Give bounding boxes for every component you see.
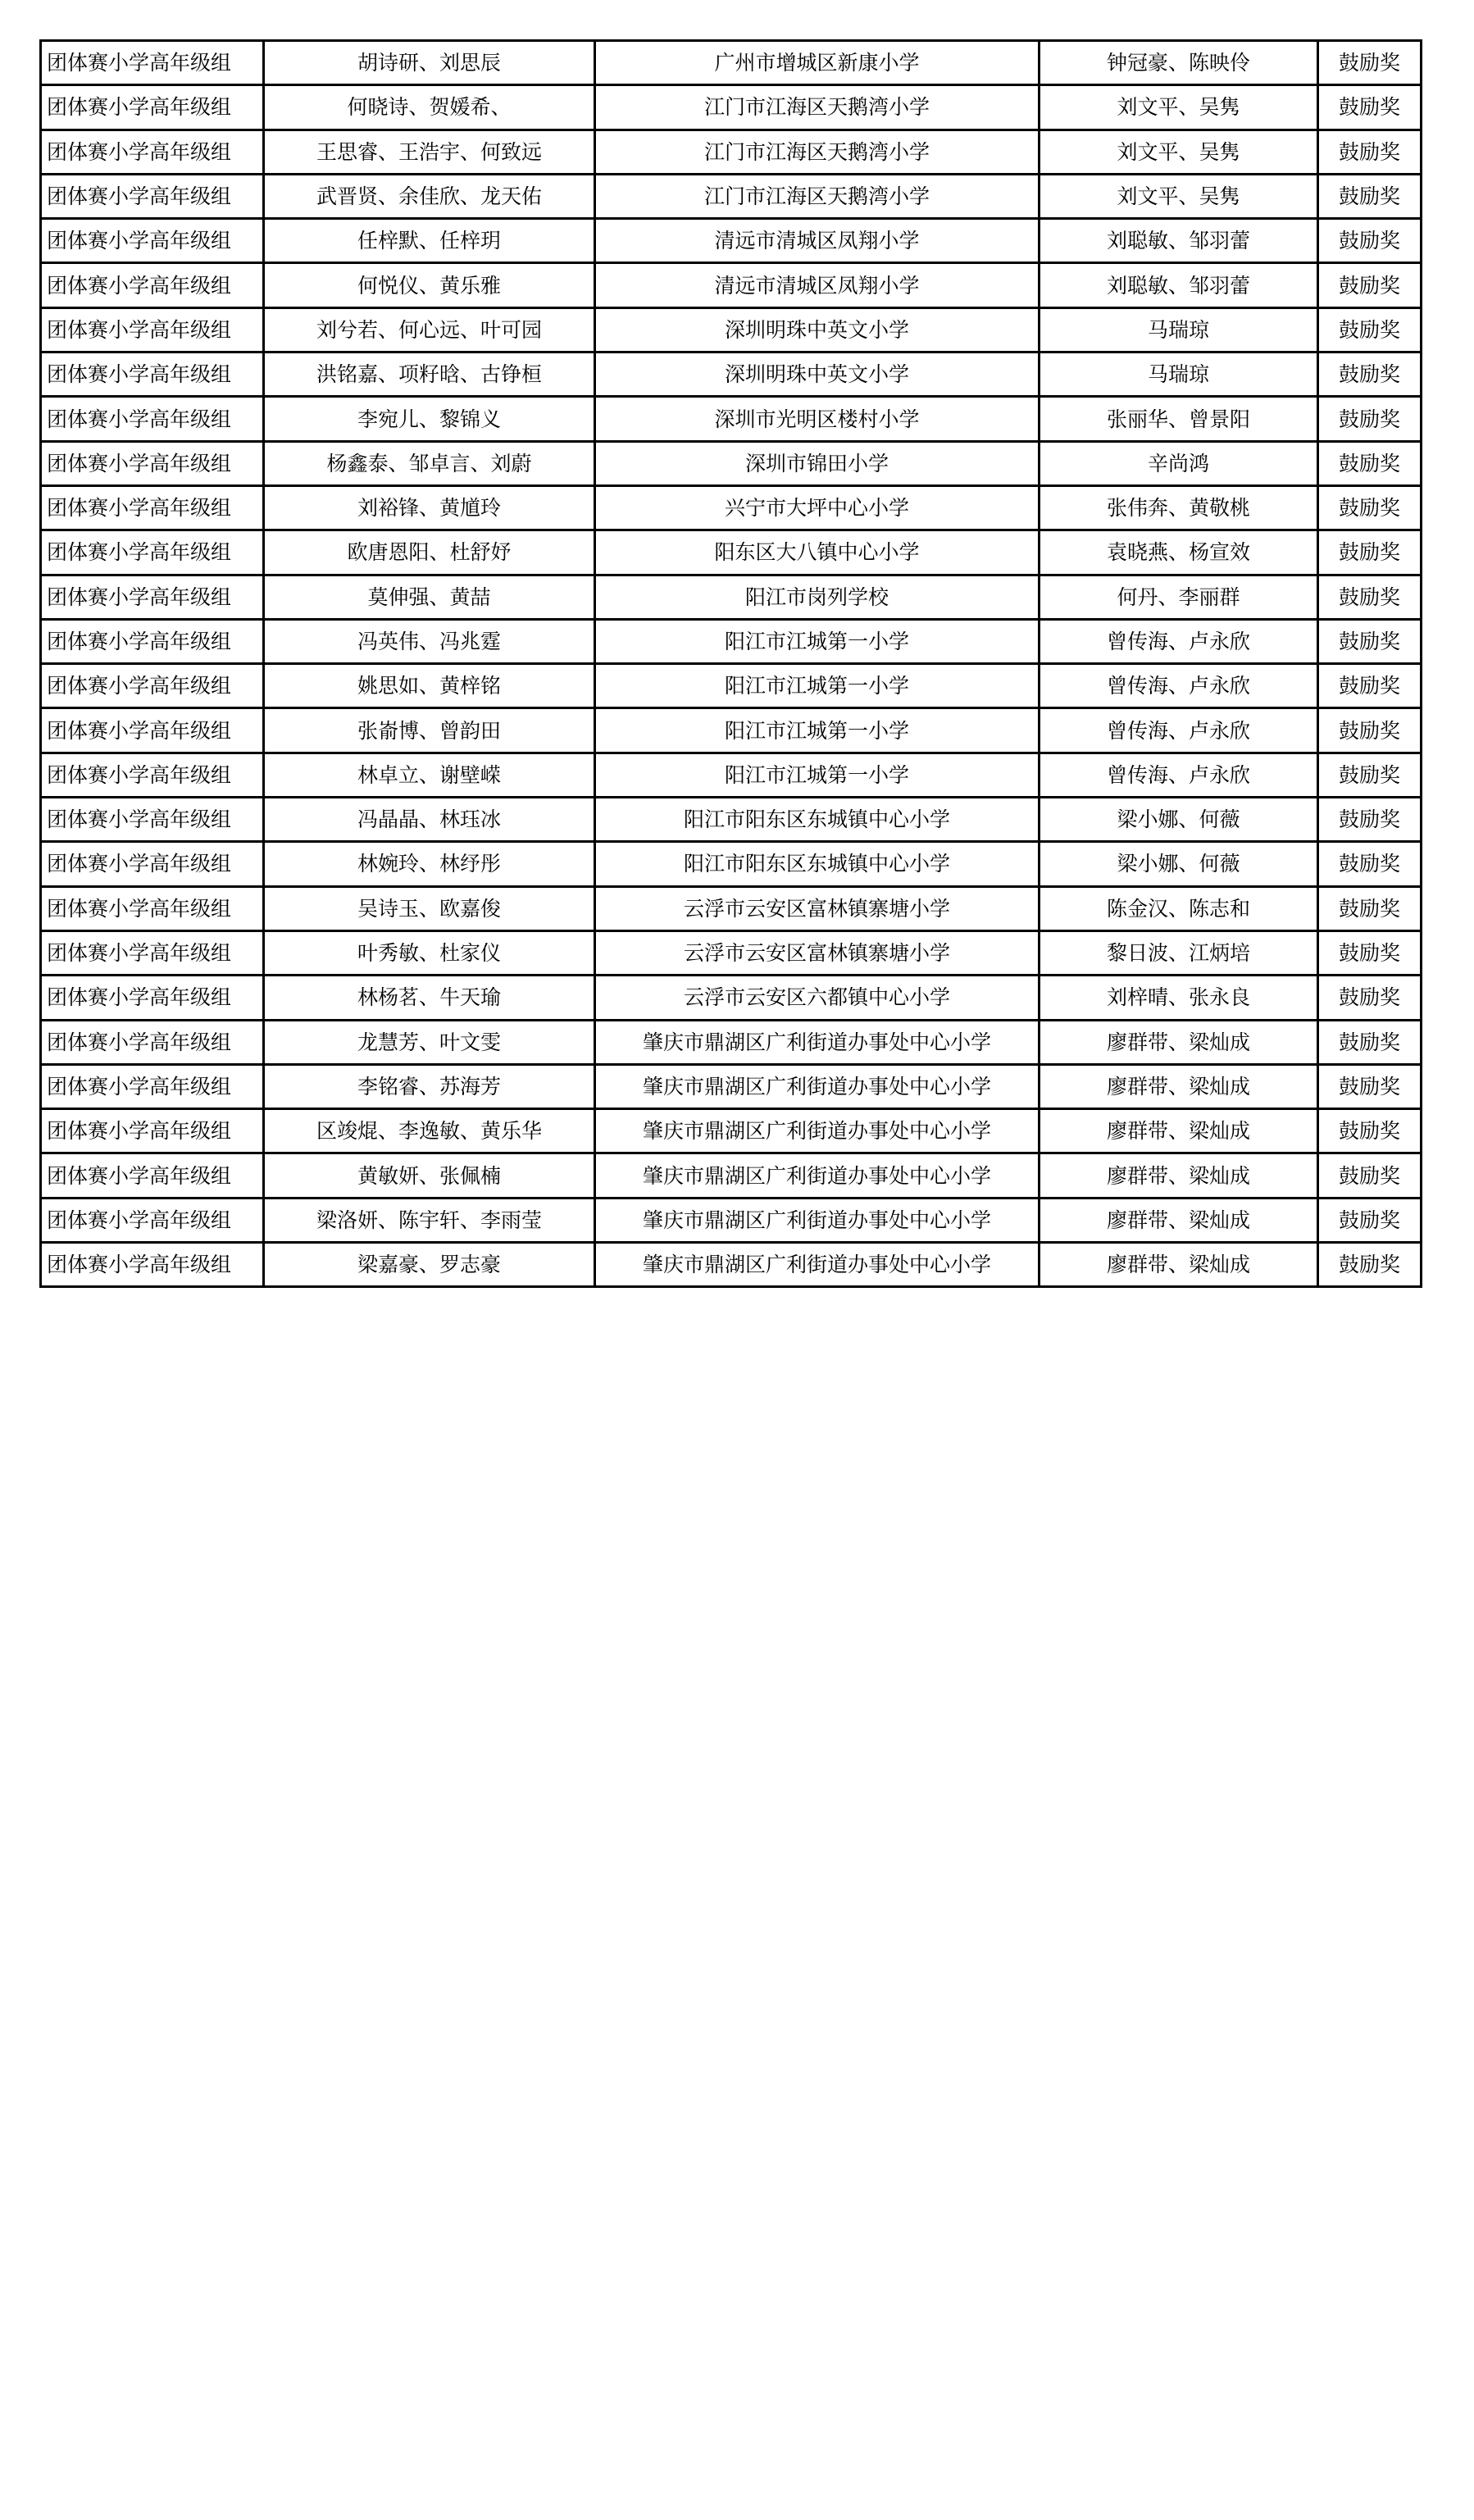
cell-students: 林婉玲、林纾彤 bbox=[264, 842, 595, 886]
cell-school: 阳江市江城第一小学 bbox=[595, 664, 1040, 708]
cell-school: 深圳明珠中英文小学 bbox=[595, 307, 1040, 352]
cell-teachers: 刘聪敏、邹羽蕾 bbox=[1040, 263, 1318, 307]
cell-school: 江门市江海区天鹅湾小学 bbox=[595, 174, 1040, 218]
cell-teachers: 曾传海、卢永欣 bbox=[1040, 753, 1318, 797]
table-row bbox=[41, 174, 1422, 218]
cell-students: 王思睿、王浩宇、何致远 bbox=[264, 130, 595, 174]
cell-teachers: 廖群带、梁灿成 bbox=[1040, 1243, 1318, 1287]
table-row bbox=[41, 1064, 1422, 1108]
table-row bbox=[41, 1153, 1422, 1198]
cell-students: 梁洛妍、陈宇轩、李雨莹 bbox=[264, 1198, 595, 1242]
cell-students: 莫伸强、黄喆 bbox=[264, 575, 595, 619]
table-row bbox=[41, 619, 1422, 663]
cell-teachers: 廖群带、梁灿成 bbox=[1040, 1198, 1318, 1242]
cell-teachers: 廖群带、梁灿成 bbox=[1040, 1153, 1318, 1198]
cell-students: 区竣焜、李逸敏、黄乐华 bbox=[264, 1109, 595, 1153]
cell-students: 杨鑫泰、邹卓言、刘蔚 bbox=[264, 441, 595, 485]
cell-school: 阳江市阳东区东城镇中心小学 bbox=[595, 798, 1040, 842]
cell-competition-group: 团体赛小学高年级组 bbox=[41, 130, 264, 174]
cell-competition-group: 团体赛小学高年级组 bbox=[41, 307, 264, 352]
cell-school: 阳江市江城第一小学 bbox=[595, 619, 1040, 663]
cell-award: 鼓励奖 bbox=[1318, 263, 1422, 307]
table-row bbox=[41, 41, 1422, 85]
cell-teachers: 何丹、李丽群 bbox=[1040, 575, 1318, 619]
cell-award: 鼓励奖 bbox=[1318, 530, 1422, 575]
award-table-body bbox=[41, 41, 1422, 1287]
table-row bbox=[41, 485, 1422, 530]
cell-students: 林杨茗、牛天瑜 bbox=[264, 976, 595, 1020]
cell-award: 鼓励奖 bbox=[1318, 619, 1422, 663]
cell-school: 云浮市云安区六都镇中心小学 bbox=[595, 976, 1040, 1020]
cell-award: 鼓励奖 bbox=[1318, 307, 1422, 352]
cell-school: 深圳市锦田小学 bbox=[595, 441, 1040, 485]
cell-competition-group: 团体赛小学高年级组 bbox=[41, 219, 264, 263]
cell-school: 肇庆市鼎湖区广利街道办事处中心小学 bbox=[595, 1020, 1040, 1064]
cell-students: 欧唐恩阳、杜舒妤 bbox=[264, 530, 595, 575]
cell-competition-group: 团体赛小学高年级组 bbox=[41, 575, 264, 619]
cell-teachers: 曾传海、卢永欣 bbox=[1040, 619, 1318, 663]
cell-competition-group: 团体赛小学高年级组 bbox=[41, 1020, 264, 1064]
cell-students: 武晋贤、余佳欣、龙天佑 bbox=[264, 174, 595, 218]
cell-students: 刘裕锋、黄馗玲 bbox=[264, 485, 595, 530]
table-row bbox=[41, 664, 1422, 708]
table-row bbox=[41, 976, 1422, 1020]
cell-teachers: 廖群带、梁灿成 bbox=[1040, 1109, 1318, 1153]
table-row bbox=[41, 130, 1422, 174]
cell-award: 鼓励奖 bbox=[1318, 842, 1422, 886]
cell-teachers: 辛尚鸿 bbox=[1040, 441, 1318, 485]
cell-competition-group: 团体赛小学高年级组 bbox=[41, 41, 264, 85]
table-row bbox=[41, 1109, 1422, 1153]
cell-school: 阳江市阳东区东城镇中心小学 bbox=[595, 842, 1040, 886]
cell-students: 刘兮若、何心远、叶可园 bbox=[264, 307, 595, 352]
cell-school: 阳江市岗列学校 bbox=[595, 575, 1040, 619]
cell-school: 兴宁市大坪中心小学 bbox=[595, 485, 1040, 530]
cell-competition-group: 团体赛小学高年级组 bbox=[41, 174, 264, 218]
cell-award: 鼓励奖 bbox=[1318, 664, 1422, 708]
cell-students: 梁嘉豪、罗志豪 bbox=[264, 1243, 595, 1287]
table-row bbox=[41, 575, 1422, 619]
cell-competition-group: 团体赛小学高年级组 bbox=[41, 263, 264, 307]
cell-teachers: 张丽华、曾景阳 bbox=[1040, 397, 1318, 441]
cell-award: 鼓励奖 bbox=[1318, 1243, 1422, 1287]
table-row bbox=[41, 263, 1422, 307]
award-table bbox=[39, 39, 1422, 1288]
cell-award: 鼓励奖 bbox=[1318, 485, 1422, 530]
cell-school: 广州市增城区新康小学 bbox=[595, 41, 1040, 85]
cell-students: 黄敏妍、张佩楠 bbox=[264, 1153, 595, 1198]
table-row bbox=[41, 798, 1422, 842]
cell-competition-group: 团体赛小学高年级组 bbox=[41, 886, 264, 930]
cell-students: 龙慧芳、叶文雯 bbox=[264, 1020, 595, 1064]
table-row bbox=[41, 530, 1422, 575]
cell-teachers: 廖群带、梁灿成 bbox=[1040, 1020, 1318, 1064]
table-row bbox=[41, 842, 1422, 886]
cell-award: 鼓励奖 bbox=[1318, 1153, 1422, 1198]
table-row bbox=[41, 307, 1422, 352]
cell-teachers: 刘文平、吴隽 bbox=[1040, 174, 1318, 218]
cell-award: 鼓励奖 bbox=[1318, 1109, 1422, 1153]
cell-competition-group: 团体赛小学高年级组 bbox=[41, 753, 264, 797]
cell-award: 鼓励奖 bbox=[1318, 886, 1422, 930]
cell-school: 肇庆市鼎湖区广利街道办事处中心小学 bbox=[595, 1243, 1040, 1287]
cell-award: 鼓励奖 bbox=[1318, 174, 1422, 218]
cell-award: 鼓励奖 bbox=[1318, 41, 1422, 85]
cell-competition-group: 团体赛小学高年级组 bbox=[41, 485, 264, 530]
cell-school: 江门市江海区天鹅湾小学 bbox=[595, 130, 1040, 174]
table-row bbox=[41, 708, 1422, 753]
cell-teachers: 刘文平、吴隽 bbox=[1040, 85, 1318, 130]
cell-award: 鼓励奖 bbox=[1318, 397, 1422, 441]
table-row bbox=[41, 85, 1422, 130]
cell-competition-group: 团体赛小学高年级组 bbox=[41, 1198, 264, 1242]
cell-competition-group: 团体赛小学高年级组 bbox=[41, 353, 264, 397]
table-row bbox=[41, 353, 1422, 397]
cell-students: 何晓诗、贺媛希、 bbox=[264, 85, 595, 130]
cell-award: 鼓励奖 bbox=[1318, 753, 1422, 797]
cell-school: 阳东区大八镇中心小学 bbox=[595, 530, 1040, 575]
cell-award: 鼓励奖 bbox=[1318, 130, 1422, 174]
cell-students: 胡诗研、刘思辰 bbox=[264, 41, 595, 85]
cell-school: 江门市江海区天鹅湾小学 bbox=[595, 85, 1040, 130]
cell-competition-group: 团体赛小学高年级组 bbox=[41, 441, 264, 485]
cell-teachers: 黎日波、江炳培 bbox=[1040, 930, 1318, 975]
cell-students: 姚思如、黄梓铭 bbox=[264, 664, 595, 708]
table-row bbox=[41, 1020, 1422, 1064]
table-row bbox=[41, 441, 1422, 485]
cell-teachers: 廖群带、梁灿成 bbox=[1040, 1064, 1318, 1108]
cell-teachers: 刘聪敏、邹羽蕾 bbox=[1040, 219, 1318, 263]
cell-award: 鼓励奖 bbox=[1318, 798, 1422, 842]
table-row bbox=[41, 930, 1422, 975]
cell-competition-group: 团体赛小学高年级组 bbox=[41, 85, 264, 130]
cell-competition-group: 团体赛小学高年级组 bbox=[41, 1064, 264, 1108]
cell-teachers: 曾传海、卢永欣 bbox=[1040, 708, 1318, 753]
cell-students: 李铭睿、苏海芳 bbox=[264, 1064, 595, 1108]
table-row bbox=[41, 1198, 1422, 1242]
cell-competition-group: 团体赛小学高年级组 bbox=[41, 842, 264, 886]
cell-competition-group: 团体赛小学高年级组 bbox=[41, 976, 264, 1020]
cell-school: 肇庆市鼎湖区广利街道办事处中心小学 bbox=[595, 1198, 1040, 1242]
cell-competition-group: 团体赛小学高年级组 bbox=[41, 530, 264, 575]
cell-students: 冯晶晶、林珏冰 bbox=[264, 798, 595, 842]
cell-students: 何悦仪、黄乐雅 bbox=[264, 263, 595, 307]
cell-school: 清远市清城区凤翔小学 bbox=[595, 219, 1040, 263]
cell-school: 肇庆市鼎湖区广利街道办事处中心小学 bbox=[595, 1109, 1040, 1153]
cell-students: 吴诗玉、欧嘉俊 bbox=[264, 886, 595, 930]
cell-award: 鼓励奖 bbox=[1318, 1198, 1422, 1242]
table-row bbox=[41, 1243, 1422, 1287]
cell-students: 李宛儿、黎锦义 bbox=[264, 397, 595, 441]
cell-competition-group: 团体赛小学高年级组 bbox=[41, 798, 264, 842]
cell-school: 清远市清城区凤翔小学 bbox=[595, 263, 1040, 307]
cell-award: 鼓励奖 bbox=[1318, 353, 1422, 397]
cell-teachers: 马瑞琼 bbox=[1040, 307, 1318, 352]
table-row bbox=[41, 397, 1422, 441]
cell-teachers: 钟冠豪、陈映伶 bbox=[1040, 41, 1318, 85]
cell-teachers: 梁小娜、何薇 bbox=[1040, 842, 1318, 886]
cell-students: 冯英伟、冯兆霆 bbox=[264, 619, 595, 663]
table-row bbox=[41, 753, 1422, 797]
cell-students: 任梓默、任梓玥 bbox=[264, 219, 595, 263]
cell-school: 阳江市江城第一小学 bbox=[595, 708, 1040, 753]
cell-teachers: 陈金汉、陈志和 bbox=[1040, 886, 1318, 930]
cell-teachers: 刘梓晴、张永良 bbox=[1040, 976, 1318, 1020]
cell-teachers: 刘文平、吴隽 bbox=[1040, 130, 1318, 174]
cell-students: 林卓立、谢壁嵘 bbox=[264, 753, 595, 797]
cell-teachers: 张伟奔、黄敬桃 bbox=[1040, 485, 1318, 530]
cell-competition-group: 团体赛小学高年级组 bbox=[41, 397, 264, 441]
cell-school: 深圳明珠中英文小学 bbox=[595, 353, 1040, 397]
award-list-page bbox=[39, 39, 1422, 1288]
cell-competition-group: 团体赛小学高年级组 bbox=[41, 664, 264, 708]
cell-award: 鼓励奖 bbox=[1318, 575, 1422, 619]
cell-award: 鼓励奖 bbox=[1318, 708, 1422, 753]
table-row bbox=[41, 886, 1422, 930]
table-row bbox=[41, 219, 1422, 263]
cell-award: 鼓励奖 bbox=[1318, 441, 1422, 485]
cell-school: 云浮市云安区富林镇寨塘小学 bbox=[595, 930, 1040, 975]
cell-award: 鼓励奖 bbox=[1318, 976, 1422, 1020]
cell-school: 肇庆市鼎湖区广利街道办事处中心小学 bbox=[595, 1153, 1040, 1198]
cell-school: 深圳市光明区楼村小学 bbox=[595, 397, 1040, 441]
cell-school: 肇庆市鼎湖区广利街道办事处中心小学 bbox=[595, 1064, 1040, 1108]
cell-competition-group: 团体赛小学高年级组 bbox=[41, 1243, 264, 1287]
cell-students: 叶秀敏、杜家仪 bbox=[264, 930, 595, 975]
cell-competition-group: 团体赛小学高年级组 bbox=[41, 1153, 264, 1198]
cell-competition-group: 团体赛小学高年级组 bbox=[41, 1109, 264, 1153]
cell-award: 鼓励奖 bbox=[1318, 219, 1422, 263]
cell-award: 鼓励奖 bbox=[1318, 1064, 1422, 1108]
cell-teachers: 曾传海、卢永欣 bbox=[1040, 664, 1318, 708]
cell-teachers: 梁小娜、何薇 bbox=[1040, 798, 1318, 842]
cell-school: 阳江市江城第一小学 bbox=[595, 753, 1040, 797]
cell-competition-group: 团体赛小学高年级组 bbox=[41, 708, 264, 753]
cell-award: 鼓励奖 bbox=[1318, 1020, 1422, 1064]
cell-students: 洪铭嘉、项籽晗、古铮桓 bbox=[264, 353, 595, 397]
cell-award: 鼓励奖 bbox=[1318, 930, 1422, 975]
cell-teachers: 马瑞琼 bbox=[1040, 353, 1318, 397]
cell-teachers: 袁晓燕、杨宣效 bbox=[1040, 530, 1318, 575]
cell-competition-group: 团体赛小学高年级组 bbox=[41, 930, 264, 975]
cell-students: 张嵛博、曾韵田 bbox=[264, 708, 595, 753]
cell-competition-group: 团体赛小学高年级组 bbox=[41, 619, 264, 663]
cell-award: 鼓励奖 bbox=[1318, 85, 1422, 130]
cell-school: 云浮市云安区富林镇寨塘小学 bbox=[595, 886, 1040, 930]
